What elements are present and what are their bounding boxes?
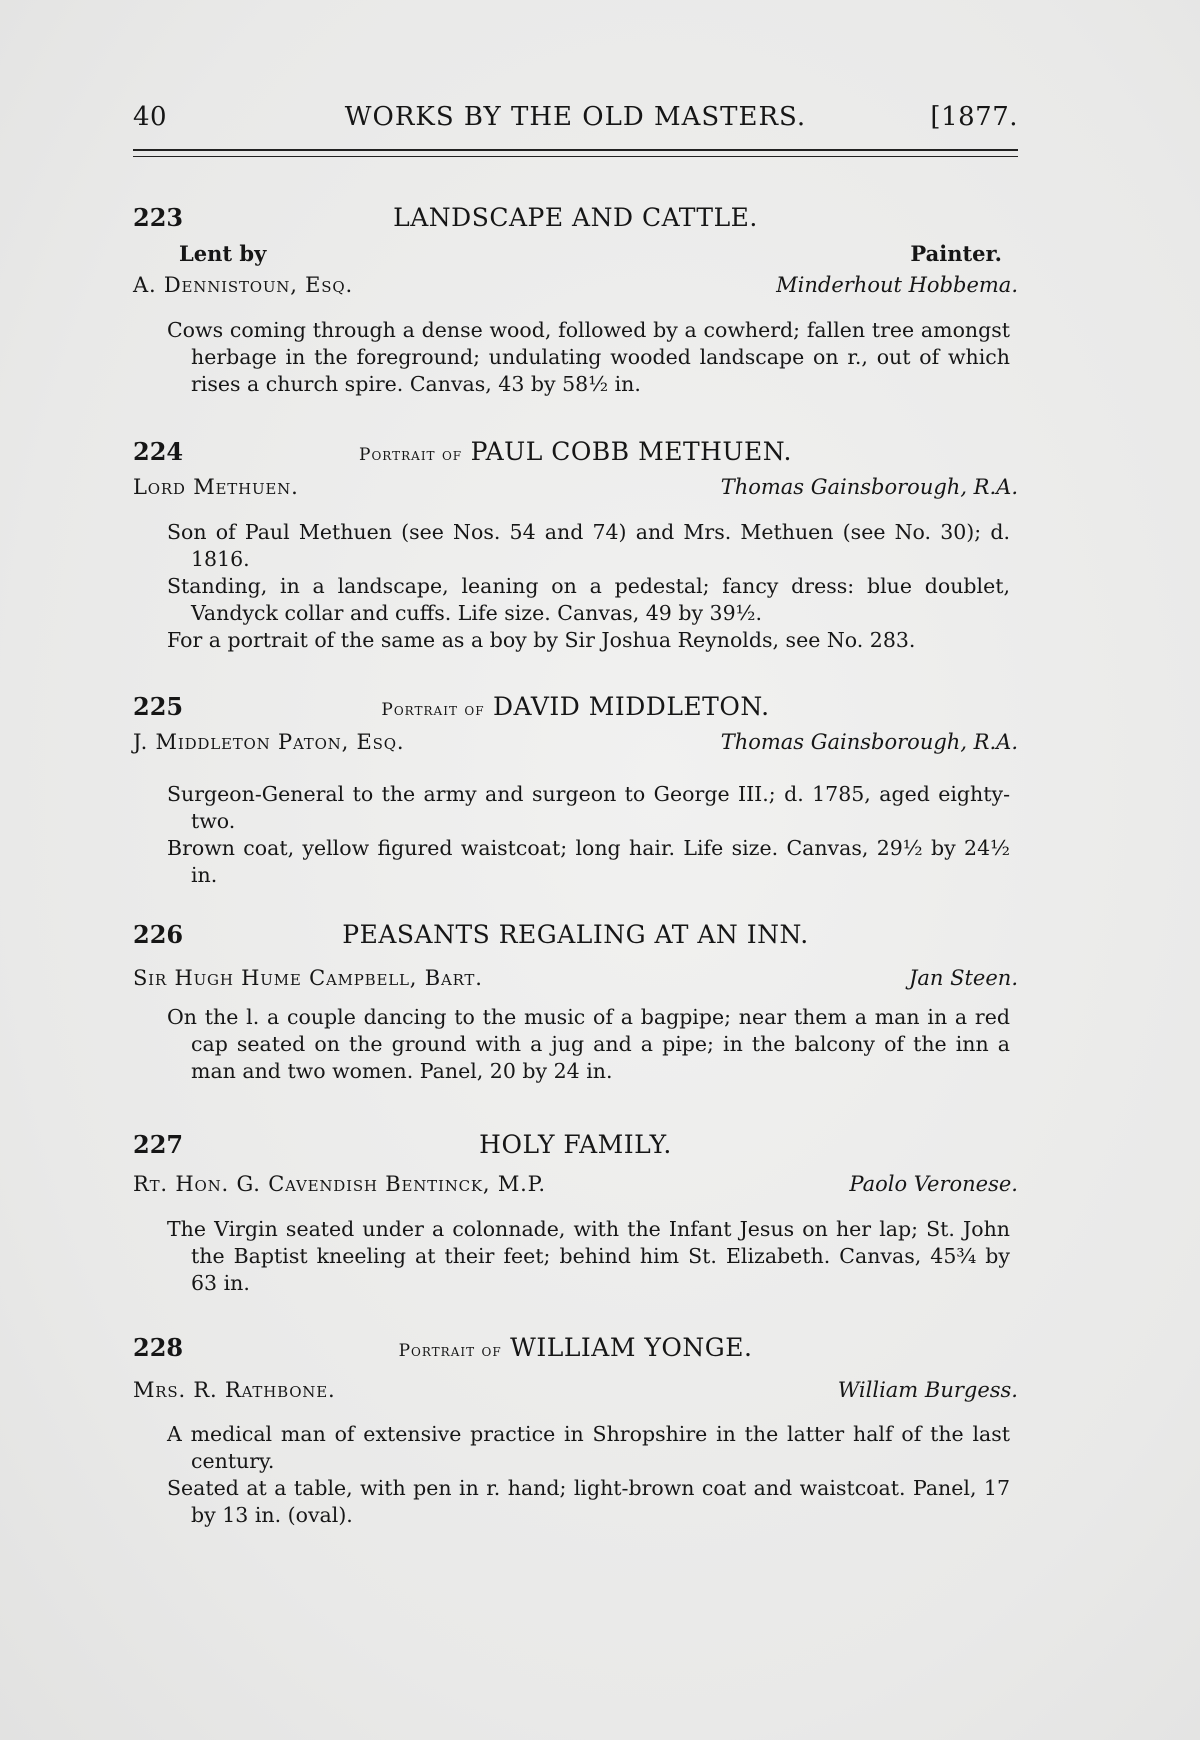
- painter: William Burgess.: [837, 1378, 1018, 1402]
- header-rule-thin: [133, 156, 1018, 157]
- painter: Paolo Veronese.: [849, 1172, 1018, 1196]
- entry-title: Portrait of PAUL COBB METHUEN.: [359, 437, 792, 466]
- entry-description: On the l. a couple dancing to the music of a bagpipe; near them a man in a red cap seated on the ground with a jug and a pipe; in the balcony of the inn a man and two women. Panel, 20 by 24 in.: [167, 1005, 1010, 1083]
- entry-description: Surgeon-General to the army and surgeon to George III.; d. 1785, aged eighty-two.: [167, 782, 1010, 833]
- lender: Mrs. R. Rathbone.: [133, 1378, 336, 1402]
- entry-description: Cows coming through a dense wood, followed by a cowherd; fallen tree amongst herbage in the foreground; undulating wooded landscape on r., out of which rises a church spire. Canvas, 43 by 58½ in.: [167, 318, 1010, 396]
- painter: Jan Steen.: [908, 966, 1018, 990]
- entry-title: PEASANTS REGALING AT AN INN.: [342, 920, 809, 949]
- lender: Lord Methuen.: [133, 475, 299, 499]
- page-number: 40: [133, 102, 168, 132]
- painter: Thomas Gainsborough, R.A.: [720, 475, 1018, 499]
- entry-title: HOLY FAMILY.: [479, 1130, 672, 1159]
- entry-number: 225: [133, 692, 184, 721]
- entry-number: 228: [133, 1333, 184, 1362]
- entry-number: 224: [133, 437, 184, 466]
- entry-description: Standing, in a landscape, leaning on a pedestal; fancy dress: blue doublet, Vandyck collar and cuffs. Life size. Canvas, 49 by 39½.: [167, 574, 1010, 625]
- lender: J. Middleton Paton, Esq.: [133, 730, 405, 754]
- entry-number: 226: [133, 920, 184, 949]
- entry-note: For a portrait of the same as a boy by Sir Joshua Reynolds, see No. 283.: [167, 628, 916, 652]
- entry-title: LANDSCAPE AND CATTLE.: [393, 203, 758, 232]
- entry-number: 227: [133, 1130, 184, 1159]
- lent-by-heading: Lent by: [179, 241, 267, 266]
- running-header: [133, 98, 1018, 138]
- painter: Thomas Gainsborough, R.A.: [720, 730, 1018, 754]
- lender: Sir Hugh Hume Campbell, Bart.: [133, 966, 483, 990]
- lender: A. Dennistoun, Esq.: [133, 273, 353, 297]
- header-rule-thick: [133, 149, 1018, 151]
- entry-number: 223: [133, 203, 184, 232]
- entry-description: Seated at a table, with pen in r. hand; light-brown coat and waistcoat. Panel, 17 by 13 in. (oval).: [167, 1476, 1010, 1527]
- entry-title: Portrait of WILLIAM YONGE.: [398, 1333, 753, 1362]
- running-title: WORKS BY THE OLD MASTERS.: [344, 102, 807, 132]
- painter-heading: Painter.: [910, 241, 1002, 266]
- painter: Minderhout Hobbema.: [776, 273, 1018, 297]
- entry-title: Portrait of DAVID MIDDLETON.: [381, 692, 770, 721]
- entry-description: Brown coat, yellow figured waistcoat; long hair. Life size. Canvas, 29½ by 24½ in.: [167, 836, 1010, 887]
- entry-description: Son of Paul Methuen (see Nos. 54 and 74) and Mrs. Methuen (see No. 30); d. 1816.: [167, 520, 1010, 571]
- lender: Rt. Hon. G. Cavendish Bentinck, M.P.: [133, 1172, 546, 1196]
- entry-description: A medical man of extensive practice in Shropshire in the latter half of the last century.: [167, 1422, 1010, 1473]
- entry-description: The Virgin seated under a colonnade, with the Infant Jesus on her lap; St. John the Baptist kneeling at their feet; behind him St. Elizabeth. Canvas, 45¾ by 63 in.: [167, 1217, 1010, 1295]
- header-year: [1877.: [930, 102, 1018, 132]
